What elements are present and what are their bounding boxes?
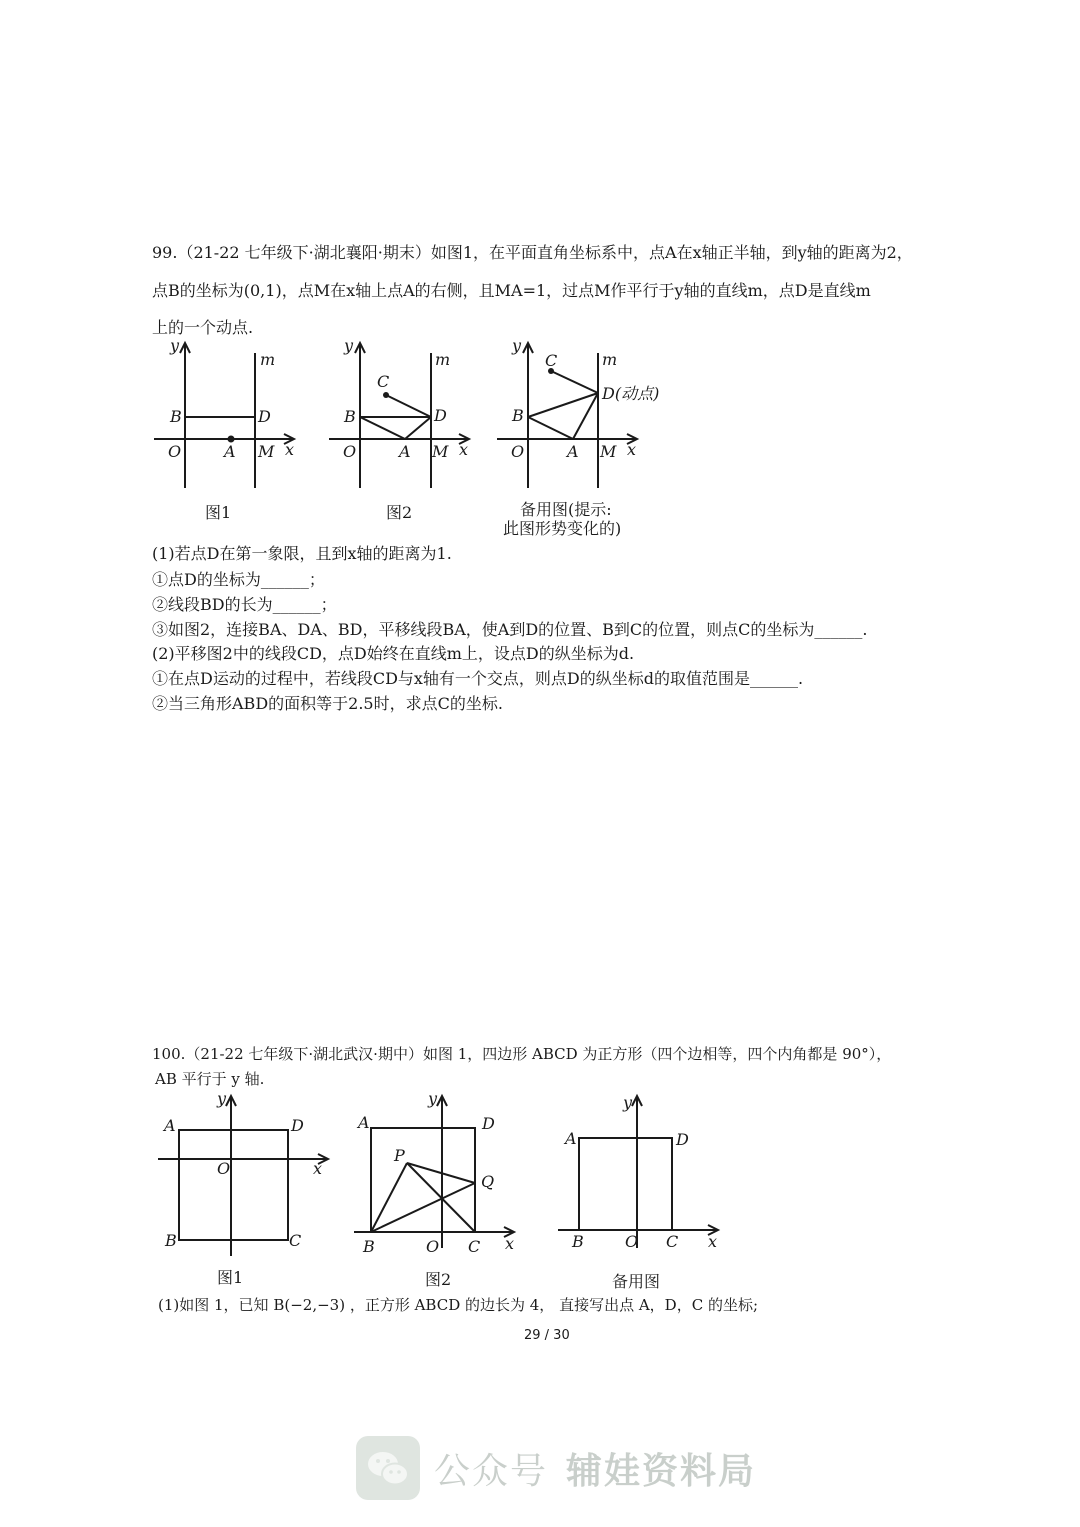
label-B: B (344, 407, 356, 426)
p99-fig3-caption-2: 此图形势变化的) (503, 519, 622, 538)
label-x: x (708, 1232, 718, 1251)
p100-fig2-caption: 图2 (425, 1270, 452, 1289)
label-B: B (170, 407, 182, 426)
label-A: A (224, 442, 236, 461)
label-O: O (217, 1159, 231, 1178)
label-m: m (260, 350, 276, 369)
label-x: x (285, 440, 295, 459)
label-B: B (572, 1232, 584, 1251)
label-M: M (600, 442, 617, 461)
watermark-prefix: 公众号 (434, 1450, 549, 1492)
p100-q1: (1)如图 1，已知 B(−2,−3) ，正方形 ABCD 的边长为 4， 直接写出点 A，D，C 的坐标; (158, 1296, 758, 1314)
label-x: x (313, 1159, 323, 1178)
p99-figure-1 (148, 335, 308, 495)
p99-q2-2: ②当三角形ABD的面积等于2.5时，求点C的坐标. (152, 694, 503, 713)
p99-q1-3: ③如图2，连接BA、DA、BD，平移线段BA，使A到D的位置、B到C的位置，则点C的坐标为______. (152, 620, 868, 639)
label-C: C (377, 372, 390, 391)
p100-figure-spare (555, 1088, 735, 1263)
p100-fig1-caption: 图1 (217, 1268, 244, 1287)
label-B: B (512, 406, 524, 425)
p99-q2-1: ①在点D运动的过程中，若线段CD与x轴有一个交点，则点D的纵坐标d的取值范围是______. (152, 669, 804, 688)
p100-line2: AB 平行于 y 轴. (155, 1070, 265, 1088)
p99-q1-1: ①点D的坐标为______； (152, 570, 325, 589)
label-P: P (394, 1146, 405, 1165)
p100-line1: 100.（21-22 七年级下·湖北武汉·期中）如图 1，四边形 ABCD 为正方形（四个边相等，四个内角都是 90°）， (152, 1045, 892, 1063)
p99-q2: (2)平移图2中的线段CD，点D始终在直线m上，设点D的纵坐标为d. (152, 644, 635, 663)
p100-fig3-caption: 备用图 (612, 1272, 661, 1291)
watermark-text (434, 1443, 756, 1494)
label-x: x (505, 1234, 515, 1253)
label-O: O (168, 442, 182, 461)
label-C: C (468, 1237, 481, 1256)
p100-figure-2 (350, 1088, 530, 1263)
label-C: C (666, 1232, 679, 1251)
label-A: A (399, 442, 411, 461)
label-B: B (363, 1237, 375, 1256)
label-y: y (344, 336, 354, 355)
label-C: C (289, 1231, 302, 1250)
label-O: O (426, 1237, 440, 1256)
label-A: A (358, 1113, 370, 1132)
label-D: D (258, 407, 271, 426)
label-A: A (567, 442, 579, 461)
p99-q1-2: ②线段BD的长为______； (152, 595, 337, 614)
label-B: B (165, 1231, 177, 1250)
label-moving-D: D(动点) (602, 384, 660, 403)
label-D: D (291, 1116, 304, 1135)
label-O: O (343, 442, 357, 461)
label-D: D (676, 1130, 689, 1149)
p99-line1: 99.（21-22 七年级下·湖北襄阳·期末）如图1，在平面直角坐标系中，点A在x轴正半轴，到y轴的距离为2， (152, 243, 913, 262)
p99-fig3-caption-1: 备用图(提示: (520, 500, 612, 519)
label-O: O (511, 442, 525, 461)
label-A: A (164, 1116, 176, 1135)
p99-figure-spare (494, 335, 674, 495)
label-Q: Q (481, 1172, 495, 1191)
p99-fig1-caption: 图1 (205, 503, 232, 522)
label-M: M (258, 442, 275, 461)
watermark-name: 辅娃资料局 (566, 1450, 757, 1492)
label-y: y (217, 1089, 227, 1108)
label-m: m (435, 350, 451, 369)
p99-fig2-caption: 图2 (386, 503, 413, 522)
label-y: y (170, 336, 180, 355)
watermark (356, 1436, 756, 1500)
label-O: O (625, 1232, 639, 1251)
label-A: A (565, 1129, 577, 1148)
label-C: C (545, 351, 558, 370)
p99-figure-2 (325, 335, 485, 495)
p99-line3: 上的一个动点. (152, 318, 254, 337)
label-m: m (602, 350, 618, 369)
label-D: D (482, 1114, 495, 1133)
p99-line2: 点B的坐标为(0,1)，点M在x轴上点A的右侧，且MA=1，过点M作平行于y轴的直线m，点D是直线m (152, 281, 871, 300)
label-x: x (459, 440, 469, 459)
label-y: y (428, 1089, 438, 1108)
p99-q1: (1)若点D在第一象限，且到x轴的距离为1. (152, 544, 452, 563)
label-M: M (432, 442, 449, 461)
page-number: 29 / 30 (524, 1328, 570, 1343)
label-D: D (434, 406, 447, 425)
label-y: y (623, 1093, 633, 1112)
label-x: x (627, 440, 637, 459)
p100-figure-1 (155, 1088, 335, 1263)
wechat-logo-icon (356, 1436, 420, 1500)
label-y: y (512, 336, 522, 355)
